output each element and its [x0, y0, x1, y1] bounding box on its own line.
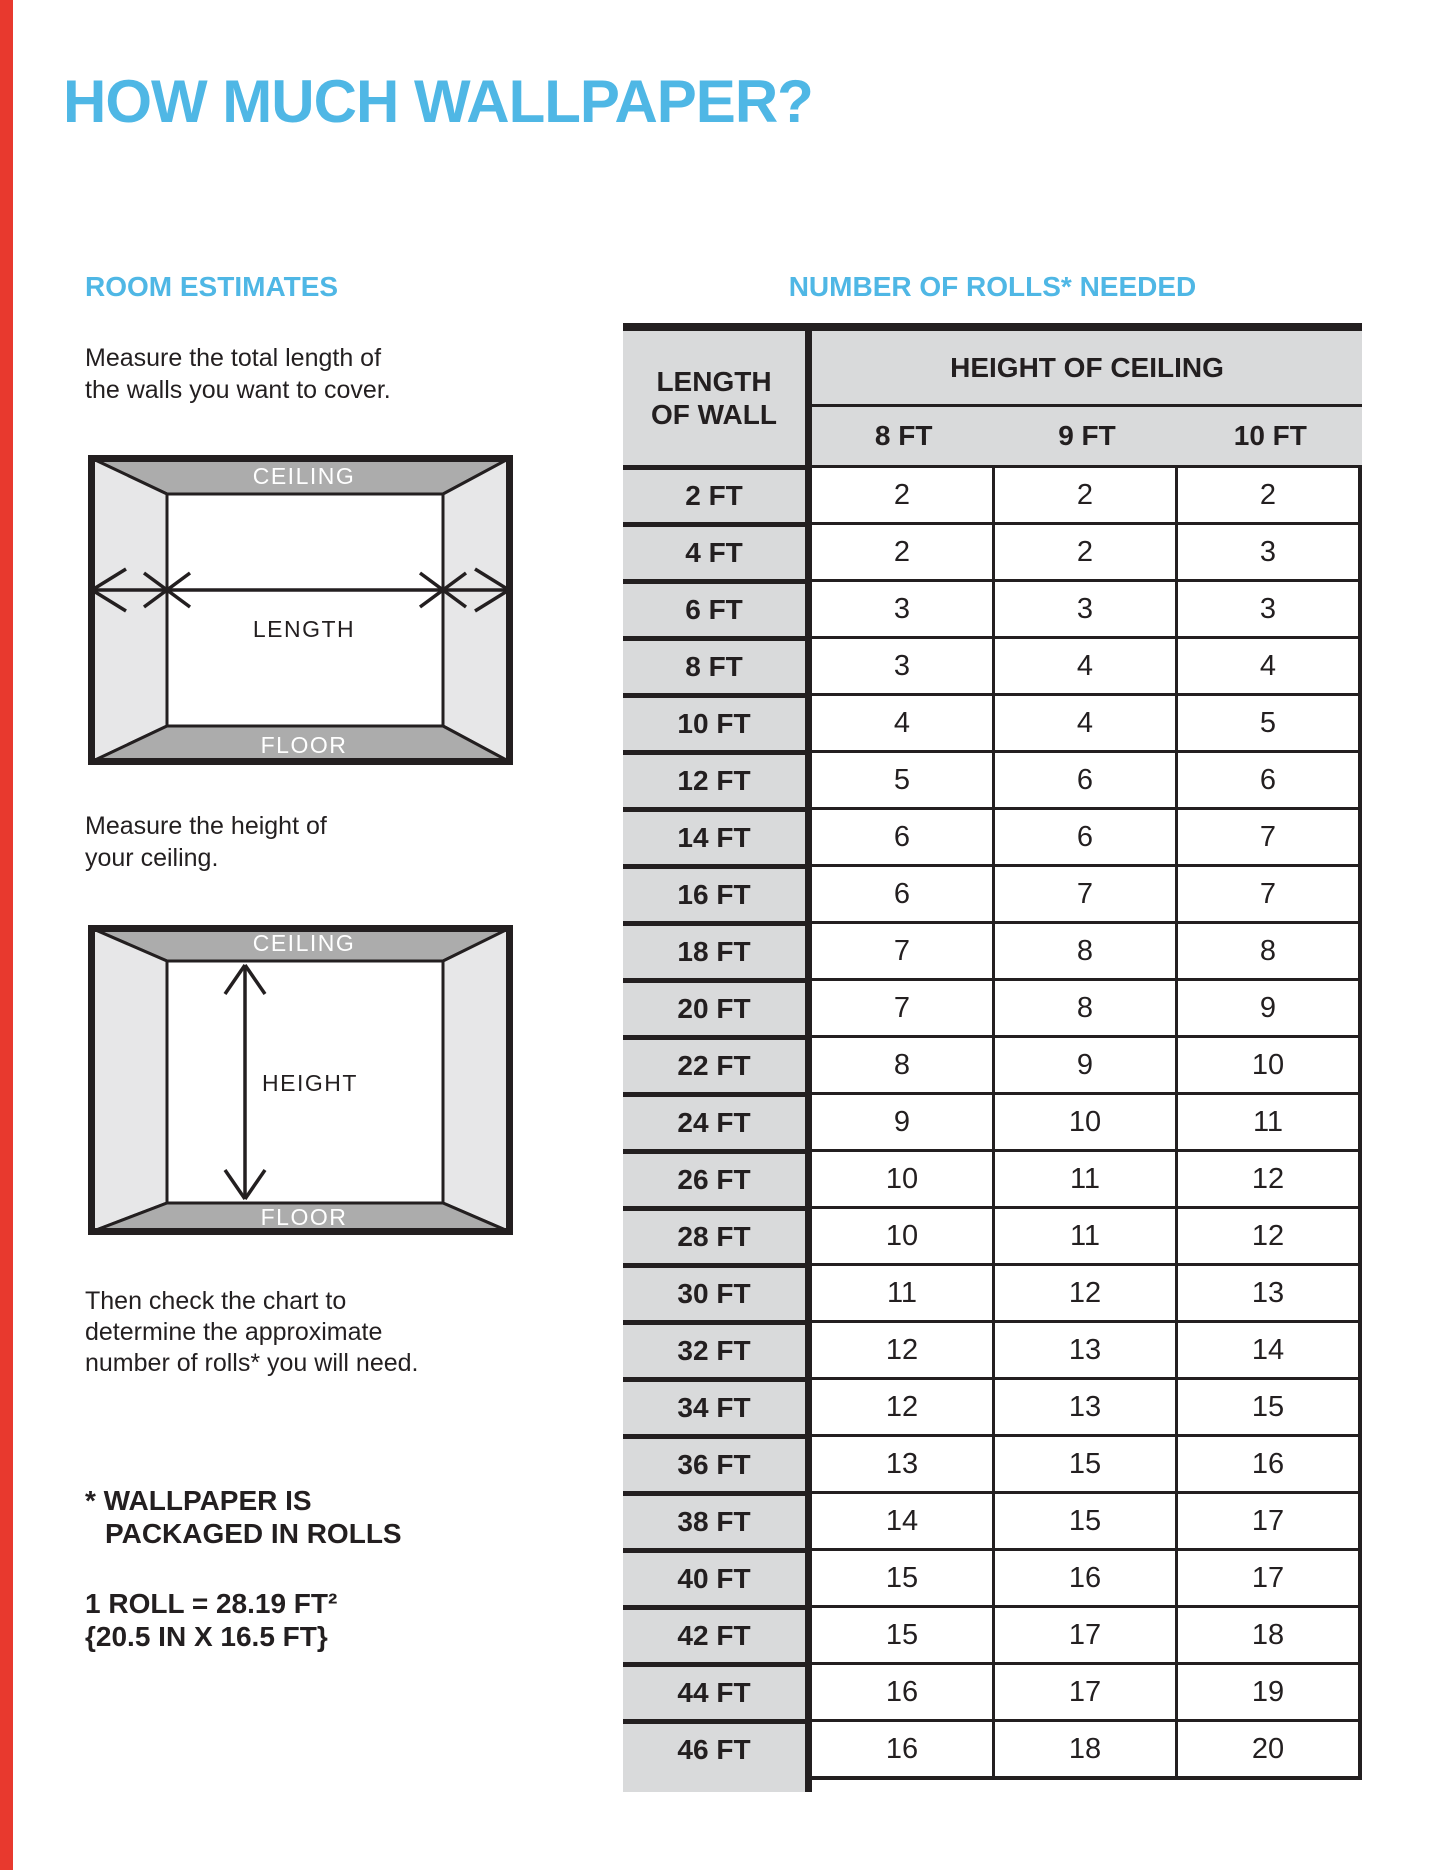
row-vertical-divider: [805, 465, 812, 522]
floor-label: FLOOR: [260, 1204, 348, 1230]
row-vertical-divider: [805, 636, 812, 693]
cell-8ft: 5: [812, 750, 992, 807]
cell-8ft: 12: [812, 1377, 992, 1434]
cell-10ft: 10: [1175, 1035, 1362, 1092]
row-vertical-divider: [805, 693, 812, 750]
ceiling-label: CEILING: [252, 930, 356, 956]
cell-10ft: 18: [1175, 1605, 1362, 1662]
table-body: [623, 465, 1362, 1776]
cell-9ft: 10: [992, 1092, 1175, 1149]
row-label: 46 FT: [623, 1719, 805, 1776]
cell-8ft: 2: [812, 465, 992, 522]
row-vertical-divider: [805, 1719, 812, 1776]
cell-10ft: 15: [1175, 1377, 1362, 1434]
row-cells: [812, 1320, 1362, 1377]
cell-9ft: 16: [992, 1548, 1175, 1605]
table-bottom-border: [812, 1776, 1362, 1780]
row-vertical-divider: [805, 807, 812, 864]
row-label: 40 FT: [623, 1548, 805, 1605]
row-cells: [812, 579, 1362, 636]
ceiling-header-group: [812, 331, 1362, 465]
row-label: 2 FT: [623, 465, 805, 522]
row-cells: [812, 1092, 1362, 1149]
cell-10ft: 5: [1175, 693, 1362, 750]
row-label: 36 FT: [623, 1434, 805, 1491]
table-row: [623, 921, 1362, 978]
table-row: [623, 1548, 1362, 1605]
row-cells: [812, 1662, 1362, 1719]
row-cells: [812, 1605, 1362, 1662]
cell-8ft: 9: [812, 1092, 992, 1149]
length-of-wall-line2: OF WALL: [651, 399, 777, 430]
row-label: 16 FT: [623, 864, 805, 921]
ceiling-label: CEILING: [252, 463, 356, 489]
cell-8ft: 10: [812, 1149, 992, 1206]
row-label: 30 FT: [623, 1263, 805, 1320]
col-header-10ft: 10 FT: [1179, 407, 1362, 465]
row-label: 4 FT: [623, 522, 805, 579]
table-row: [623, 1605, 1362, 1662]
table-row: [623, 864, 1362, 921]
roll-size-line2: {20.5 IN X 16.5 FT}: [85, 1621, 328, 1652]
col-header-9ft: 9 FT: [995, 407, 1178, 465]
table-row: [623, 693, 1362, 750]
header-vertical-divider: [805, 331, 812, 465]
room-height-diagram: [88, 925, 513, 1235]
rolls-table: [623, 323, 1362, 1792]
table-row: [623, 579, 1362, 636]
step2-text: [85, 810, 327, 874]
row-cells: [812, 864, 1362, 921]
table-row: [623, 522, 1362, 579]
row-label: 8 FT: [623, 636, 805, 693]
cell-8ft: 11: [812, 1263, 992, 1320]
row-label: 14 FT: [623, 807, 805, 864]
cell-9ft: 2: [992, 465, 1175, 522]
row-vertical-divider: [805, 1035, 812, 1092]
cell-10ft: 14: [1175, 1320, 1362, 1377]
cell-8ft: 3: [812, 636, 992, 693]
cell-10ft: 3: [1175, 522, 1362, 579]
step1-line2: the walls you want to cover.: [85, 376, 391, 404]
cell-9ft: 15: [992, 1434, 1175, 1491]
row-cells: [812, 465, 1362, 522]
table-row: [623, 750, 1362, 807]
cell-10ft: 4: [1175, 636, 1362, 693]
row-cells: [812, 921, 1362, 978]
length-of-wall-line1: LENGTH: [656, 366, 772, 397]
cell-10ft: 16: [1175, 1434, 1362, 1491]
table-footer: [623, 1776, 1362, 1792]
table-row: [623, 636, 1362, 693]
row-cells: [812, 1434, 1362, 1491]
col-header-8ft: 8 FT: [812, 407, 995, 465]
table-row: [623, 1263, 1362, 1320]
cell-8ft: 10: [812, 1206, 992, 1263]
cell-8ft: 14: [812, 1491, 992, 1548]
rolls-needed-heading: NUMBER OF ROLLS* NEEDED: [788, 271, 1197, 302]
row-cells: [812, 1206, 1362, 1263]
row-cells: [812, 1263, 1362, 1320]
row-label: 12 FT: [623, 750, 805, 807]
cell-9ft: 9: [992, 1035, 1175, 1092]
row-label: 42 FT: [623, 1605, 805, 1662]
cell-10ft: 2: [1175, 465, 1362, 522]
row-label: 34 FT: [623, 1377, 805, 1434]
table-row: [623, 1377, 1362, 1434]
table-row: [623, 1206, 1362, 1263]
length-of-wall-header: [623, 331, 805, 465]
cell-9ft: 3: [992, 579, 1175, 636]
length-label: LENGTH: [252, 616, 356, 642]
left-wall-panel: [91, 458, 167, 762]
cell-9ft: 12: [992, 1263, 1175, 1320]
step3-text: [85, 1286, 419, 1379]
rolls-footnote: [85, 1484, 402, 1550]
row-vertical-divider: [805, 1548, 812, 1605]
table-row: [623, 1320, 1362, 1377]
cell-9ft: 4: [992, 636, 1175, 693]
row-vertical-divider: [805, 750, 812, 807]
row-vertical-divider: [805, 1491, 812, 1548]
table-row: [623, 465, 1362, 522]
right-wall-panel: [443, 928, 510, 1232]
roll-size-info: [85, 1587, 337, 1653]
cell-10ft: 12: [1175, 1206, 1362, 1263]
cell-9ft: 13: [992, 1320, 1175, 1377]
row-label: 20 FT: [623, 978, 805, 1035]
row-label: 6 FT: [623, 579, 805, 636]
cell-10ft: 7: [1175, 807, 1362, 864]
cell-8ft: 4: [812, 693, 992, 750]
cell-9ft: 2: [992, 522, 1175, 579]
step1-line1: Measure the total length of: [85, 344, 382, 372]
table-row: [623, 978, 1362, 1035]
row-vertical-divider: [805, 864, 812, 921]
cell-9ft: 11: [992, 1149, 1175, 1206]
step3-line2: determine the approximate: [85, 1318, 383, 1346]
cell-8ft: 15: [812, 1605, 992, 1662]
cell-8ft: 3: [812, 579, 992, 636]
table-row: [623, 807, 1362, 864]
row-label: 32 FT: [623, 1320, 805, 1377]
left-wall-panel: [91, 928, 167, 1232]
step2-line2: your ceiling.: [85, 844, 219, 872]
cell-10ft: 12: [1175, 1149, 1362, 1206]
row-vertical-divider: [805, 1662, 812, 1719]
row-vertical-divider: [805, 1434, 812, 1491]
cell-10ft: 3: [1175, 579, 1362, 636]
step3-line3: number of rolls* you will need.: [85, 1349, 419, 1377]
page-edge-stripe: [0, 0, 13, 1870]
cell-8ft: 2: [812, 522, 992, 579]
cell-10ft: 17: [1175, 1548, 1362, 1605]
cell-9ft: 8: [992, 978, 1175, 1035]
row-vertical-divider: [805, 1092, 812, 1149]
table-header: [623, 331, 1362, 465]
row-vertical-divider: [805, 522, 812, 579]
step2-line1: Measure the height of: [85, 812, 327, 840]
table-row: [623, 1434, 1362, 1491]
height-label: HEIGHT: [262, 1070, 358, 1096]
cell-10ft: 9: [1175, 978, 1362, 1035]
cell-8ft: 16: [812, 1662, 992, 1719]
label-column-stub: [623, 1776, 805, 1792]
row-cells: [812, 636, 1362, 693]
cell-8ft: 6: [812, 864, 992, 921]
room-length-diagram: [88, 455, 513, 765]
row-cells: [812, 1548, 1362, 1605]
cell-9ft: 13: [992, 1377, 1175, 1434]
row-vertical-divider: [805, 1377, 812, 1434]
cell-9ft: 18: [992, 1719, 1175, 1776]
row-label: 38 FT: [623, 1491, 805, 1548]
footnote-line2: PACKAGED IN ROLLS: [105, 1518, 402, 1549]
row-cells: [812, 522, 1362, 579]
table-row: [623, 1719, 1362, 1776]
cell-8ft: 13: [812, 1434, 992, 1491]
row-label: 10 FT: [623, 693, 805, 750]
cell-10ft: 20: [1175, 1719, 1362, 1776]
row-vertical-divider: [805, 1263, 812, 1320]
row-vertical-divider: [805, 1320, 812, 1377]
row-cells: [812, 978, 1362, 1035]
row-label: 22 FT: [623, 1035, 805, 1092]
row-label: 44 FT: [623, 1662, 805, 1719]
row-cells: [812, 750, 1362, 807]
row-vertical-divider: [805, 921, 812, 978]
table-row: [623, 1491, 1362, 1548]
cell-8ft: 15: [812, 1548, 992, 1605]
row-vertical-divider: [805, 1605, 812, 1662]
cell-8ft: 7: [812, 921, 992, 978]
cell-9ft: 7: [992, 864, 1175, 921]
cell-10ft: 17: [1175, 1491, 1362, 1548]
cell-8ft: 8: [812, 1035, 992, 1092]
cell-9ft: 11: [992, 1206, 1175, 1263]
row-cells: [812, 1719, 1362, 1776]
room-estimates-heading: ROOM ESTIMATES: [85, 271, 339, 302]
cell-10ft: 8: [1175, 921, 1362, 978]
table-top-bar: [623, 323, 1362, 331]
floor-label: FLOOR: [260, 732, 348, 758]
table-row: [623, 1149, 1362, 1206]
height-of-ceiling-header: HEIGHT OF CEILING: [812, 331, 1362, 404]
cell-10ft: 11: [1175, 1092, 1362, 1149]
footnote-line1: * WALLPAPER IS: [85, 1485, 312, 1516]
row-cells: [812, 807, 1362, 864]
ceiling-subheader-row: [812, 407, 1362, 465]
row-cells: [812, 1149, 1362, 1206]
cell-8ft: 6: [812, 807, 992, 864]
cell-10ft: 7: [1175, 864, 1362, 921]
row-label: 26 FT: [623, 1149, 805, 1206]
cell-8ft: 7: [812, 978, 992, 1035]
cell-10ft: 13: [1175, 1263, 1362, 1320]
cell-9ft: 6: [992, 750, 1175, 807]
footer-vertical-divider: [805, 1776, 812, 1792]
row-cells: [812, 1035, 1362, 1092]
page-title: HOW MUCH WALLPAPER?: [63, 68, 813, 135]
cell-9ft: 15: [992, 1491, 1175, 1548]
cell-9ft: 4: [992, 693, 1175, 750]
row-cells: [812, 1491, 1362, 1548]
cell-10ft: 6: [1175, 750, 1362, 807]
cell-9ft: 17: [992, 1605, 1175, 1662]
cell-9ft: 8: [992, 921, 1175, 978]
cell-8ft: 12: [812, 1320, 992, 1377]
step1-text: [85, 342, 391, 406]
row-vertical-divider: [805, 579, 812, 636]
cell-9ft: 6: [992, 807, 1175, 864]
row-cells: [812, 693, 1362, 750]
roll-size-line1: 1 ROLL = 28.19 FT²: [85, 1588, 338, 1619]
row-vertical-divider: [805, 1206, 812, 1263]
step3-line1: Then check the chart to: [85, 1287, 347, 1315]
row-label: 28 FT: [623, 1206, 805, 1263]
row-label: 24 FT: [623, 1092, 805, 1149]
row-cells: [812, 1377, 1362, 1434]
cell-8ft: 16: [812, 1719, 992, 1776]
row-vertical-divider: [805, 978, 812, 1035]
table-row: [623, 1092, 1362, 1149]
cell-9ft: 17: [992, 1662, 1175, 1719]
cell-10ft: 19: [1175, 1662, 1362, 1719]
table-row: [623, 1035, 1362, 1092]
row-vertical-divider: [805, 1149, 812, 1206]
row-label: 18 FT: [623, 921, 805, 978]
table-row: [623, 1662, 1362, 1719]
